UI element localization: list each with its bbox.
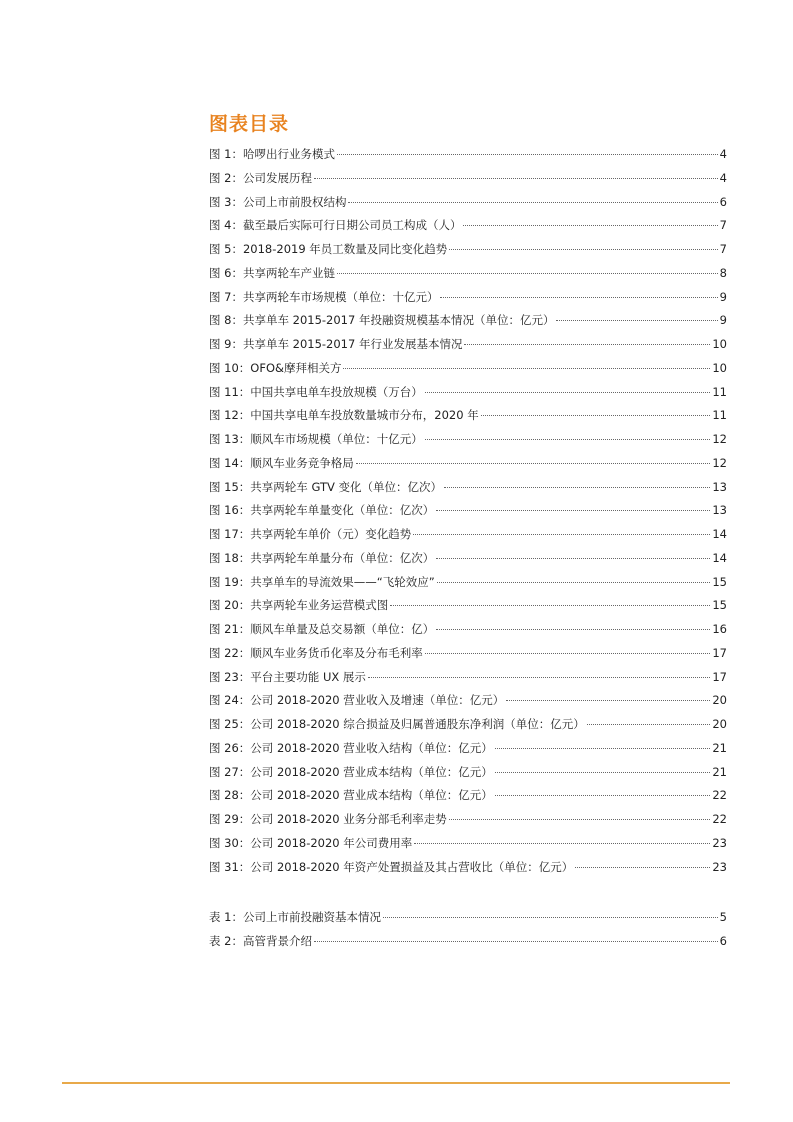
dot-leader	[337, 273, 718, 274]
dot-leader	[440, 297, 717, 298]
figure-entry[interactable]	[209, 428, 727, 452]
toc-entry-label: 图 26：公司 2018-2020 营业收入结构（单位：亿元）	[209, 740, 493, 755]
toc-entry-label: 图 12：中国共享电单车投放数量城市分布，2020 年	[209, 408, 479, 423]
toc-entry-label: 图 28：公司 2018-2020 营业成本结构（单位：亿元）	[209, 788, 493, 803]
dot-leader	[449, 249, 717, 250]
table-list	[209, 906, 727, 954]
figure-entry[interactable]	[209, 856, 727, 880]
figure-entry[interactable]	[209, 618, 727, 642]
toc-entry-label: 图 20：共享两轮车业务运营模式图	[209, 598, 389, 613]
toc-entry-label: 图 25：公司 2018-2020 综合损益及归属普通股东净利润（单位：亿元）	[209, 717, 585, 731]
figure-entry[interactable]	[209, 214, 727, 238]
toc-entry-page-number: 4	[719, 147, 727, 161]
toc-entry-page-number: 11	[712, 384, 727, 399]
figure-entry[interactable]	[209, 167, 727, 191]
toc-entry-page-number: 16	[712, 622, 727, 636]
toc-entry-page-number: 6	[719, 194, 727, 209]
dot-leader	[436, 558, 710, 559]
dot-leader	[449, 819, 711, 820]
figure-entry[interactable]	[209, 832, 727, 856]
dot-leader	[383, 917, 718, 918]
toc-entry-label: 图 31：公司 2018-2020 年资产处置损益及其占营收比（单位：亿元）	[209, 859, 574, 874]
dot-leader	[495, 795, 711, 796]
toc-entry-page-number: 15	[712, 598, 727, 613]
toc-entry-label: 图 17：共享两轮车单价（元）变化趋势	[209, 527, 412, 541]
toc-entry-page-number: 10	[712, 337, 727, 351]
dot-leader	[556, 320, 717, 321]
toc-entry-page-number: 14	[712, 550, 727, 565]
toc-entry-page-number: 22	[712, 812, 727, 826]
dot-leader	[481, 415, 711, 416]
toc-entry-page-number: 4	[719, 170, 727, 185]
dot-leader	[436, 629, 710, 630]
toc-entry-page-number: 21	[712, 740, 727, 755]
dot-leader	[464, 344, 710, 345]
toc-entry-label: 图 16：共享两轮车单量变化（单位：亿次）	[209, 503, 435, 518]
figure-entry[interactable]	[209, 523, 727, 547]
figure-entry[interactable]	[209, 286, 727, 310]
figure-entry[interactable]	[209, 642, 727, 666]
figure-entry[interactable]	[209, 499, 727, 523]
toc-entry-page-number: 17	[712, 645, 727, 660]
toc-entry-page-number: 17	[712, 669, 727, 684]
figure-entry[interactable]	[209, 784, 727, 808]
figure-entry[interactable]	[209, 547, 727, 571]
dot-leader	[368, 677, 710, 678]
figure-entry[interactable]	[209, 309, 727, 333]
figure-entry[interactable]	[209, 143, 727, 167]
dot-leader	[343, 368, 710, 369]
toc-entry-label: 表 2：高管背景介绍	[209, 933, 312, 948]
figure-entry[interactable]	[209, 737, 727, 761]
figure-entry[interactable]	[209, 262, 727, 286]
table-entry[interactable]	[209, 930, 727, 954]
toc-entry-label: 图 13：顺风车市场规模（单位：十亿元）	[209, 432, 423, 446]
toc-entry-label: 图 24：公司 2018-2020 营业收入及增速（单位：亿元）	[209, 693, 505, 708]
toc-entry-page-number: 20	[712, 693, 727, 708]
figure-entry[interactable]	[209, 333, 727, 357]
dot-leader	[495, 772, 711, 773]
toc-entry-page-number: 13	[712, 503, 727, 518]
toc-entry-label: 图 7：共享两轮车市场规模（单位：十亿元）	[209, 289, 439, 304]
figure-entry[interactable]	[209, 689, 727, 713]
toc-entry-page-number: 23	[712, 859, 727, 874]
toc-entry-label: 图 9：共享单车 2015-2017 年行业发展基本情况	[209, 337, 463, 351]
toc-entry-page-number: 9	[719, 289, 727, 304]
toc-entry-label: 图 14：顺风车业务竞争格局	[209, 455, 354, 470]
toc-entry-label: 图 8：共享单车 2015-2017 年投融资规模基本情况（单位：亿元）	[209, 313, 555, 328]
dot-leader	[314, 941, 718, 942]
dot-leader	[437, 582, 711, 583]
figure-entry[interactable]	[209, 594, 727, 618]
dot-leader	[575, 867, 710, 868]
dot-leader	[356, 463, 711, 464]
toc-entry-page-number: 21	[712, 764, 727, 779]
toc-entry-page-number: 11	[712, 408, 727, 423]
toc-entry-label: 图 22：顺风车业务货币化率及分布毛利率	[209, 645, 423, 660]
table-entry[interactable]	[209, 906, 727, 930]
figure-entry[interactable]	[209, 191, 727, 215]
figure-entry[interactable]	[209, 666, 727, 690]
toc-entry-label: 图 29：公司 2018-2020 业务分部毛利率走势	[209, 812, 447, 826]
toc-entry-label: 表 1：公司上市前投融资基本情况	[209, 910, 381, 924]
dot-leader	[348, 202, 717, 203]
toc-entry-label: 图 21：顺风车单量及总交易额（单位：亿）	[209, 622, 435, 636]
toc-entry-label: 图 2：公司发展历程	[209, 170, 312, 185]
dot-leader	[414, 843, 710, 844]
toc-entry-label: 图 27：公司 2018-2020 营业成本结构（单位：亿元）	[209, 764, 493, 779]
toc-entry-page-number: 13	[712, 479, 727, 494]
toc-entry-label: 图 1：哈啰出行业务模式	[209, 147, 335, 161]
dot-leader	[463, 225, 717, 226]
footer-divider	[62, 1082, 730, 1084]
dot-leader	[495, 748, 711, 749]
dot-leader	[425, 439, 711, 440]
toc-entry-page-number: 23	[712, 835, 727, 850]
toc-entry-page-number: 20	[712, 717, 727, 731]
toc-entry-label: 图 6：共享两轮车产业链	[209, 265, 335, 280]
dot-leader	[444, 487, 710, 488]
toc-entry-page-number: 22	[712, 788, 727, 803]
toc-entry-label: 图 4：截至最后实际可行日期公司员工构成（人）	[209, 218, 462, 233]
dot-leader	[390, 605, 710, 606]
toc-entry-page-number: 15	[712, 574, 727, 589]
dot-leader	[506, 700, 710, 701]
figure-entry[interactable]	[209, 404, 727, 428]
toc-entry-page-number: 10	[712, 360, 727, 375]
toc-entry-page-number: 9	[719, 313, 727, 328]
figure-entry[interactable]	[209, 381, 727, 405]
dot-leader	[425, 392, 711, 393]
toc-entry-label: 图 5：2018-2019 年员工数量及同比变化趋势	[209, 242, 448, 256]
toc-entry-label: 图 10：OFO&摩拜相关方	[209, 360, 342, 375]
toc-entry-label: 图 23：平台主要功能 UX 展示	[209, 669, 366, 684]
figure-entry[interactable]	[209, 571, 727, 595]
figure-entry[interactable]	[209, 808, 727, 832]
figure-entry[interactable]	[209, 238, 727, 262]
toc-entry-page-number: 14	[712, 527, 727, 541]
toc-entry-page-number: 7	[719, 218, 727, 233]
figure-entry[interactable]	[209, 476, 727, 500]
dot-leader	[587, 724, 711, 725]
toc-entry-page-number: 7	[719, 242, 727, 256]
toc-entry-label: 图 19：共享单车的导流效果——“飞轮效应”	[209, 574, 435, 589]
toc-entry-label: 图 30：公司 2018-2020 年公司费用率	[209, 835, 413, 850]
dot-leader	[337, 154, 718, 155]
toc-entry-page-number: 6	[719, 933, 727, 948]
toc-entry-label: 图 11：中国共享电单车投放规模（万台）	[209, 384, 423, 399]
toc-entry-page-number: 8	[719, 265, 727, 280]
toc-entry-label: 图 3：公司上市前股权结构	[209, 194, 347, 209]
toc-entry-page-number: 12	[712, 455, 727, 470]
toc-entry-label: 图 15：共享两轮车 GTV 变化（单位：亿次）	[209, 479, 442, 494]
toc-entry-label: 图 18：共享两轮车单量分布（单位：亿次）	[209, 550, 435, 565]
dot-leader	[436, 510, 710, 511]
figure-entry[interactable]	[209, 713, 727, 737]
toc-entry-page-number: 12	[712, 432, 727, 446]
dot-leader	[413, 534, 710, 535]
dot-leader	[425, 653, 711, 654]
figure-entry[interactable]	[209, 357, 727, 381]
toc-title: 图表目录	[209, 113, 290, 135]
toc-entry-page-number: 5	[719, 910, 727, 924]
figure-list	[209, 143, 727, 879]
figure-entry[interactable]	[209, 452, 727, 476]
figure-entry[interactable]	[209, 761, 727, 785]
dot-leader	[314, 178, 718, 179]
